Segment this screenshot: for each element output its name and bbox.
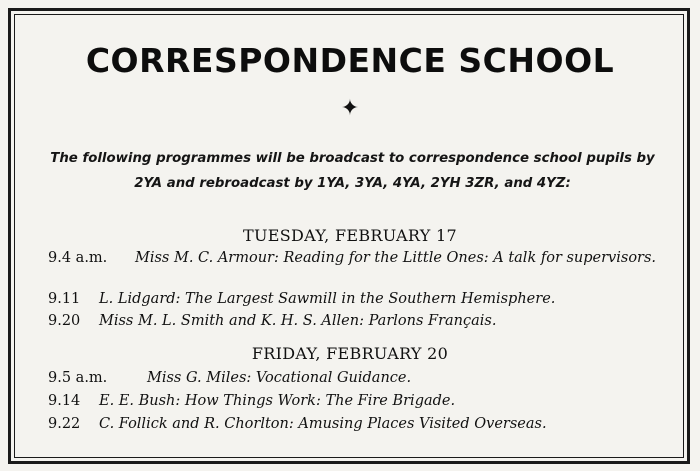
programme-description: Miss M. L. Smith and K. H. S. Allen: Parlons Français. bbox=[99, 313, 497, 329]
programme-time: 9.4 a.m. bbox=[48, 250, 108, 266]
programme-time: 9.14 bbox=[48, 393, 81, 409]
page-title: CORRESPONDENCE SCHOOL bbox=[85, 41, 615, 80]
programme-time: 9.22 bbox=[48, 416, 81, 432]
programme-description: L. Lidgard: The Largest Sawmill in the Southern Hemisphere. bbox=[99, 291, 556, 307]
star-ornament-icon: ✦ bbox=[340, 96, 360, 121]
bottom-rule bbox=[12, 461, 690, 463]
intro-paragraph: The following programmes will be broadcast to correspondence school pupils by 2YA and rebroadcast by 1YA, 3YA, 4YA, 2YH 3ZR, and 4YZ: bbox=[50, 151, 655, 191]
programme-description: Miss M. C. Armour: Reading for the Little Ones: A talk for supervisors. bbox=[135, 250, 657, 266]
programme-description: C. Follick and R. Chorlton: Amusing Places Visited Overseas. bbox=[99, 416, 547, 432]
day-heading-tuesday: TUESDAY, FEBRUARY 17 bbox=[243, 226, 457, 245]
programme-description: E. E. Bush: How Things Work: The Fire Brigade. bbox=[99, 393, 456, 409]
day-heading-friday: FRIDAY, FEBRUARY 20 bbox=[251, 344, 449, 363]
programme-time: 9.5 a.m. bbox=[48, 370, 108, 386]
programme-description: Miss G. Miles: Vocational Guidance. bbox=[147, 370, 412, 386]
programme-time: 9.20 bbox=[48, 313, 81, 329]
programme-time: 9.11 bbox=[48, 291, 81, 307]
